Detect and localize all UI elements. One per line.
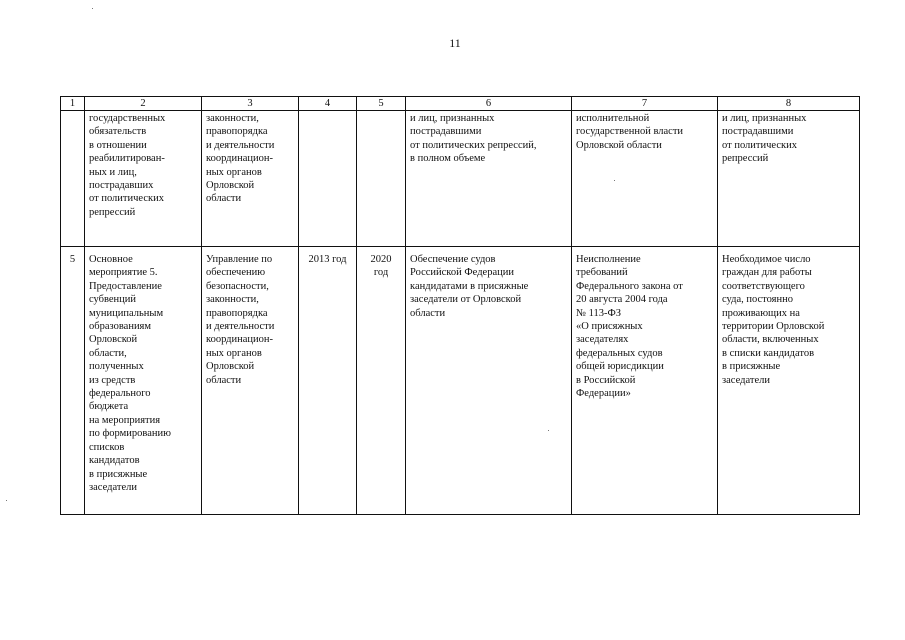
header-cell: 6 <box>406 97 572 111</box>
header-cell: 2 <box>85 97 202 111</box>
scan-speck <box>614 180 615 181</box>
header-cell: 1 <box>61 97 85 111</box>
executor-cell: Управление по обеспечению безопасности, законности, правопорядка и деятельности координацион- ных органов Орловской области <box>202 247 299 515</box>
start-year-cell: 2013 год <box>299 247 357 515</box>
program-table <box>60 96 860 515</box>
indicator-link-cell: и лиц, признанных пострадавшими от политических репрессий <box>718 111 860 247</box>
header-cell: 7 <box>572 97 718 111</box>
table-row <box>61 247 860 515</box>
expected-result-cell: и лиц, признанных пострадавшими от политических репрессий, в полном объеме <box>406 111 572 247</box>
row-number-cell <box>61 111 85 247</box>
expected-result-cell: Обеспечение судов Российской Федерации кандидатами в присяжные заседатели от Орловской области <box>406 247 572 515</box>
indicator-link-cell: Необходимое число граждан для работы соответствующего суда, постоянно проживающих на территории Орловской области, включенных в списки кандидатов в присяжные заседатели <box>718 247 860 515</box>
measure-name-cell: государственных обязательств в отношении реабилитирован- ных и лиц, пострадавших от политических репрессий <box>85 111 202 247</box>
end-year-cell <box>357 111 406 247</box>
start-year-cell <box>299 111 357 247</box>
continuation-row <box>61 111 860 247</box>
consequences-cell: исполнительной государственной власти Орловской области <box>572 111 718 247</box>
page-number: 11 <box>449 36 461 50</box>
end-year-cell: 2020 год <box>357 247 406 515</box>
scan-speck <box>6 500 7 501</box>
scan-speck <box>92 8 93 9</box>
row-number-cell: 5 <box>61 247 85 515</box>
header-cell: 3 <box>202 97 299 111</box>
header-cell: 4 <box>299 97 357 111</box>
executor-cell: законности, правопорядка и деятельности координацион- ных органов Орловской области <box>202 111 299 247</box>
header-cell: 5 <box>357 97 406 111</box>
header-cell: 8 <box>718 97 860 111</box>
scan-speck <box>548 430 549 431</box>
measure-name-cell: Основное мероприятие 5. Предоставление субвенций муниципальным образованиям Орловской области, полученных из средств федерального бюджета на мероприятия по формированию списков кандидатов в присяжные заседатели <box>85 247 202 515</box>
header-row <box>61 97 860 111</box>
consequences-cell: Неисполнение требований Федерального закона от 20 августа 2004 года № 113-ФЗ «О присяжных заседателях федеральных судов общей юрисдикции в Российской Федерации» <box>572 247 718 515</box>
